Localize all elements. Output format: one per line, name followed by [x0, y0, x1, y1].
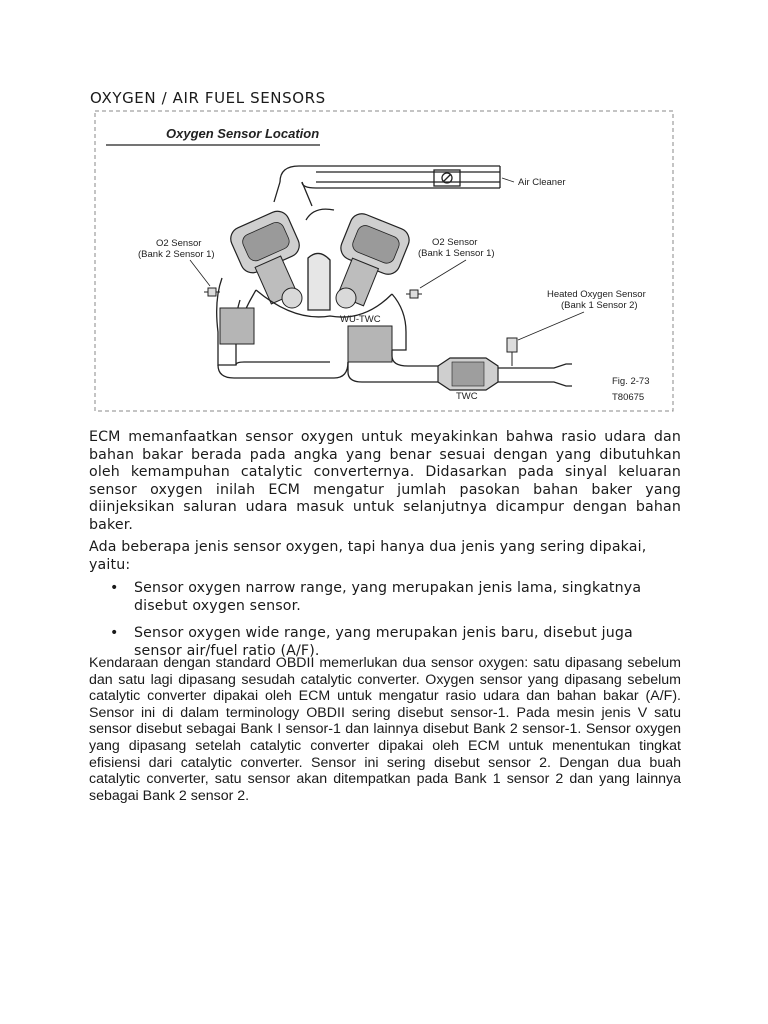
label-heated-sensor-line2: (Bank 1 Sensor 2) [561, 300, 638, 311]
list-item-text: Sensor oxygen wide range, yang merupakan jenis baru, disebut juga sensor air/fuel ratio (A/F). [134, 625, 633, 659]
label-wu-twc: WU-TWC [340, 314, 381, 325]
label-twc: TWC [456, 391, 478, 402]
bullet-marker: • [110, 580, 119, 596]
left-cylinder-bank [227, 207, 303, 308]
label-o2-bank1-line1: O2 Sensor [432, 237, 478, 248]
list-item [108, 580, 683, 615]
label-air-cleaner: Air Cleaner [518, 177, 566, 188]
paragraph-ecm: ECM memanfaatkan sensor oxygen untuk meyakinkan bahwa rasio udara dan bahan bakar berada pada angka yang benar sesuai dengan yang dibutuhkan oleh kemampuhan catalytic converternya. Didasarkan pada sinyal keluaran sensor oxygen inilah ECM mengatur jumlah pasokan bahan baker yang diinjeksikan saluran udara masuk untuk selanjutnya dicampur dengan bahan baker. [89, 429, 681, 533]
label-o2-bank2-line1: O2 Sensor [156, 238, 202, 249]
oxygen-sensor-diagram [94, 110, 674, 412]
right-cylinder-bank [336, 210, 413, 308]
label-fig-ref: Fig. 2-73 [612, 376, 650, 387]
label-fig-code: T80675 [612, 392, 645, 403]
air-intake-duct [274, 166, 500, 220]
list-item-text: Sensor oxygen narrow range, yang merupakan jenis lama, singkatnya disebut oxygen sensor. [134, 580, 642, 614]
diagram-svg [94, 110, 674, 412]
page-heading: OXYGEN / AIR FUEL SENSORS [90, 89, 326, 107]
main-twc [438, 358, 498, 390]
label-heated-sensor-line1: Heated Oxygen Sensor [547, 289, 646, 300]
exhaust-pipe [218, 350, 572, 386]
paragraph-types: Ada beberapa jenis sensor oxygen, tapi hanya dua jenis yang sering dipakai, yaitu: [89, 539, 647, 573]
wu-twc-converter [348, 326, 392, 362]
left-pre-converter [220, 308, 254, 344]
diagram-title: Oxygen Sensor Location [166, 126, 320, 141]
bullet-marker: • [110, 625, 119, 641]
label-o2-bank2-line2: (Bank 2 Sensor 1) [138, 249, 215, 260]
paragraph-obdii: Kendaraan dengan standard OBDII memerlukan dua sensor oxygen: satu dipasang sebelum dan satu lagi dipasang sesudah catalytic converter. Oxygen sensor yang dipasang sebelum catalytic converter dipakai oleh ECM untuk mengatur rasio udara dan bahan bakar (A/F). Sensor ini di dalam terminology OBDII sering disebut sensor-1. Pada mesin jenis V satu sensor disebut sebagai Bank I sensor-1 dan lainnya disebut Bank 2 sensor-1. Sensor oxygen yang dipasang setelah catalytic converter dipakai oleh ECM untuk menentukan tingkat efisiensi dari catalytic converter. Sensor ini sering disebut sensor 2. Dengan dua buah catalytic converter, satu sensor akan ditempatkan pada Bank 1 sensor 2 dan yang lainnya sebagai Bank 2 sensor 2. [89, 655, 681, 804]
label-o2-bank1-line2: (Bank 1 Sensor 1) [418, 248, 495, 259]
